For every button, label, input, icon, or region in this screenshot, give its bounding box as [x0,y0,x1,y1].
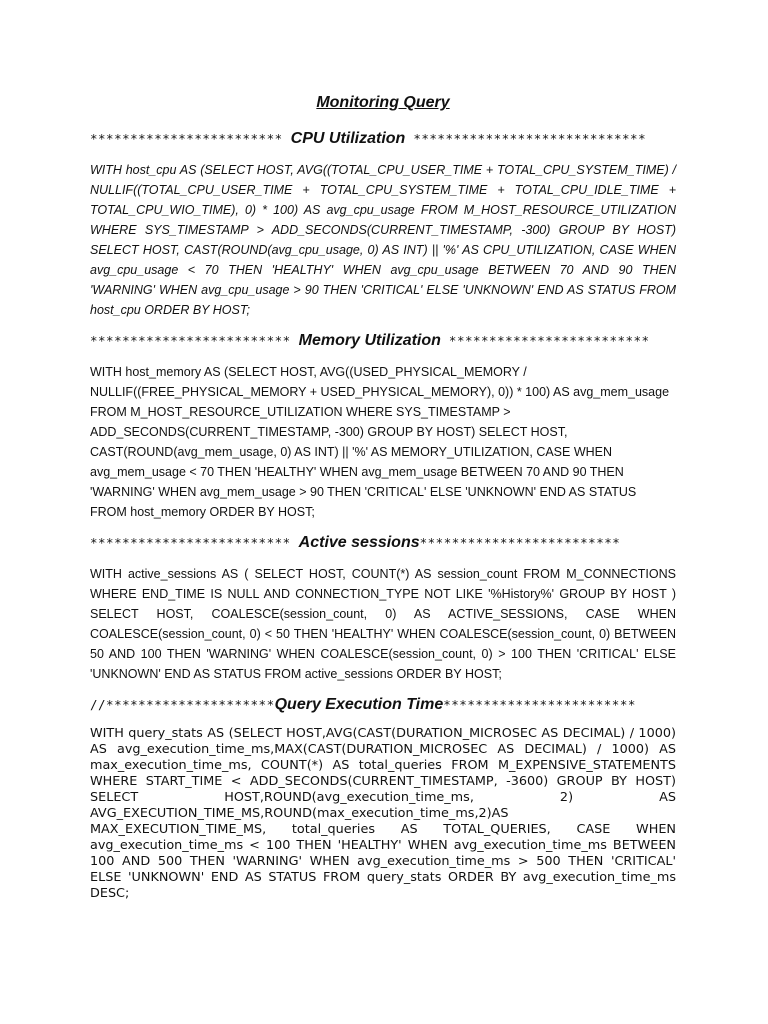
query-active-sessions: WITH active_sessions AS ( SELECT HOST, COUNT(*) AS session_count FROM M_CONNECTIONS WHERE END_TIME IS NULL AND CONNECTION_TYPE NOT LIKE '%History%' GROUP BY HOST ) SELECT HOST, COALESCE(session_count, 0) AS ACTIVE_SESSIONS, CASE WHEN COALESCE(session_count, 0) < 50 THEN 'HEALTHY' WHEN COALESCE(session_count, 0) BETWEEN 50 AND 100 THEN 'WARNING' WHEN COALESCE(session_count, 0) > 100 THEN 'CRITICAL' ELSE 'UNKNOWN' END AS STATUS FROM active_sessions ORDER BY HOST; [90,567,676,681]
section-heading-cpu [90,128,676,150]
heading-prefix: ************************* [90,333,299,348]
heading-suffix: ************************* [419,535,621,550]
section-heading-active-sessions [90,532,676,554]
heading-label: Memory Utilization [298,332,441,349]
document-body [90,92,676,912]
heading-suffix: ************************ [443,697,636,712]
query-cpu-utilization: WITH host_cpu AS (SELECT HOST, AVG((TOTAL_CPU_USER_TIME + TOTAL_CPU_SYSTEM_TIME) / NULLIF((TOTAL_CPU_USER_TIME + TOTAL_CPU_SYSTEM_TIME + TOTAL_CPU_IDLE_TIME + TOTAL_CPU_WIO_TIME), 0) * 100) AS avg_cpu_usage FROM M_HOST_RESOURCE_UTILIZATION WHERE SYS_TIMESTAMP > ADD_SECONDS(CURRENT_TIMESTAMP, -300) GROUP BY HOST) SELECT HOST, CAST(ROUND(avg_cpu_usage, 0) AS INT) || '%' AS CPU_UTILIZATION, CASE WHEN avg_cpu_usage < 70 THEN 'HEALTHY' WHEN avg_cpu_usage BETWEEN 70 AND 90 THEN 'WARNING' WHEN avg_cpu_usage > 90 THEN 'CRITICAL' ELSE 'UNKNOWN' END AS STATUS FROM host_cpu ORDER BY HOST; [90,163,676,317]
heading-label: Query Execution Time [274,696,444,713]
heading-suffix: ***************************** [405,131,647,146]
section-heading-query-execution-time [90,694,676,716]
document-title: Monitoring Query [316,94,450,111]
query-memory-utilization: WITH host_memory AS (SELECT HOST, AVG((USED_PHYSICAL_MEMORY / NULLIF((FREE_PHYSICAL_MEMORY + USED_PHYSICAL_MEMORY), 0)) * 100) AS avg_mem_usage FROM M_HOST_RESOURCE_UTILIZATION WHERE SYS_TIMESTAMP > ADD_SECONDS(CURRENT_TIMESTAMP, -300) GROUP BY HOST) SELECT HOST, CAST(ROUND(avg_mem_usage, 0) AS INT) || '%' AS MEMORY_UTILIZATION, CASE WHEN avg_mem_usage < 70 THEN 'HEALTHY' WHEN avg_mem_usage BETWEEN 70 AND 90 THEN 'WARNING' WHEN avg_mem_usage > 90 THEN 'CRITICAL' ELSE 'UNKNOWN' END AS STATUS FROM host_memory ORDER BY HOST; [90,365,670,519]
heading-label: Active sessions [298,534,420,551]
heading-prefix: ************************* [90,535,299,550]
heading-prefix: ************************ [90,131,291,146]
heading-suffix: ************************* [440,333,650,348]
query-execution-time: WITH query_stats AS (SELECT HOST,AVG(CAST(DURATION_MICROSEC AS DECIMAL) / 1000) AS avg_execution_time_ms,MAX(CAST(DURATION_MICROSEC AS DECIMAL) / 1000) AS max_execution_time_ms, COUNT(*) AS total_queries FROM M_EXPENSIVE_STATEMENTS WHERE START_TIME < ADD_SECONDS(CURRENT_TIMESTAMP, -3600) GROUP BY HOST) SELECT HOST,ROUND(avg_execution_time_ms, 2) AS AVG_EXECUTION_TIME_MS,ROUND(max_execution_time_ms,2)AS MAX_EXECUTION_TIME_MS, total_queries AS TOTAL_QUERIES, CASE WHEN avg_execution_time_ms < 100 THEN 'HEALTHY' WHEN avg_execution_time_ms BETWEEN 100 AND 500 THEN 'WARNING' WHEN avg_execution_time_ms > 500 THEN 'CRITICAL' ELSE 'UNKNOWN' END AS STATUS FROM query_stats ORDER BY avg_execution_time_ms DESC; [90,726,676,901]
section-heading-memory [90,330,676,352]
heading-label: CPU Utilization [290,130,406,147]
heading-prefix: //********************* [90,697,275,712]
